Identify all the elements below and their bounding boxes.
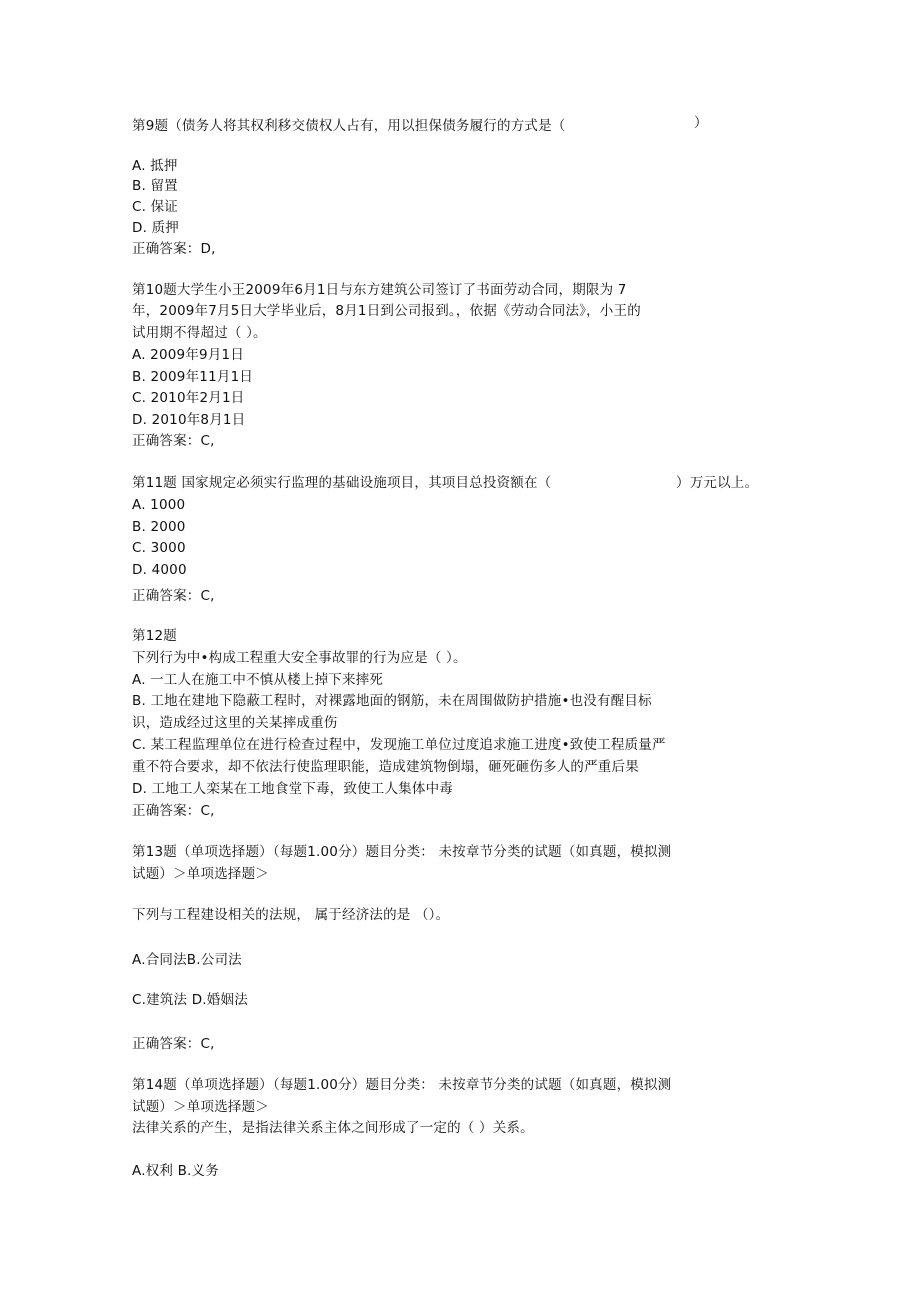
q10-option-d: D. 2010年8月1日 xyxy=(132,412,246,428)
q11-option-b: B. 2000 xyxy=(132,519,186,535)
q12-option-line-1: A. 一工人在施工中不慎从楼上掉下来摔死 xyxy=(132,672,384,688)
q11-option-a: A. 1000 xyxy=(132,497,186,513)
q14-options-line-1: A.权利 B.义务 xyxy=(132,1163,219,1179)
q10-stem-line-3: 试用期不得超过（ ）。 xyxy=(132,325,267,341)
q12-option-line-6: D. 工地工人栾某在工地食堂下毒，致使工人集体中毒 xyxy=(132,781,453,797)
q12-answer: 正确答案：C, xyxy=(132,803,215,819)
q12-title: 第12题 xyxy=(132,628,177,644)
q13-header-line-1: 第13题（单项选择题）（每题1.00分）题目分类： 未按章节分类的试题（如真题，模拟测 xyxy=(132,844,672,860)
q9-option-a: A. 抵押 xyxy=(132,158,178,174)
q14-header-line-2: 试题）＞单项选择题＞ xyxy=(132,1099,269,1115)
q14-header-line-1: 第14题（单项选择题）（每题1.00分）题目分类： 未按章节分类的试题（如真题，模拟测 xyxy=(132,1077,672,1093)
q10-stem-line-1: 第10题大学生小王2009年6月1日与东方建筑公司签订了书面劳动合同，期限为 7 xyxy=(132,282,627,298)
q13-options-line-1: A.合同法B.公司法 xyxy=(132,952,242,968)
q11-option-d: D. 4000 xyxy=(132,562,187,578)
q12-option-line-3: 识，造成经过这里的关某摔成重伤 xyxy=(132,715,338,731)
q10-option-a: A. 2009年9月1日 xyxy=(132,347,245,363)
q9-option-c: C. 保证 xyxy=(132,199,179,215)
q12-option-line-2: B. 工地在建地下隐蔽工程时，对裸露地面的钢筋，未在周围做防护措施•也没有醒目标 xyxy=(132,693,652,709)
q11-stem: 第11题 国家规定必须实行监理的基础设施项目，其项目总投资额在（ xyxy=(132,475,552,491)
q12-option-line-5: 重不符合要求，却不依法行使监理职能，造成建筑物倒塌，砸死砸伤多人的严重后果 xyxy=(132,759,639,775)
q10-stem-line-2: 年，2009年7月5日大学毕业后，8月1日到公司报到。，依据《劳动合同法》，小王的 xyxy=(132,303,641,319)
q9-stem: 第9题（债务人将其权利移交债权人占有，用以担保债务履行的方式是（ xyxy=(132,118,566,134)
q9-option-d: D. 质押 xyxy=(132,220,179,236)
q13-stem: 下列与工程建设相关的法规， 属于经济法的是 （）。 xyxy=(132,907,450,923)
q13-options-line-2: C.建筑法 D.婚姻法 xyxy=(132,992,248,1008)
q9-answer: 正确答案：D, xyxy=(132,241,216,257)
q12-stem: 下列行为中•构成工程重大安全事故罪的行为应是（ ）。 xyxy=(132,650,467,666)
q10-option-c: C. 2010年2月1日 xyxy=(132,390,245,406)
q13-header-line-2: 试题）＞单项选择题＞ xyxy=(132,866,269,882)
q9-stem-close: ） xyxy=(694,115,708,131)
q11-answer: 正确答案：C, xyxy=(132,588,215,604)
q12-option-line-4: C. 某工程监理单位在进行检查过程中，发现施工单位过度追求施工进度•致使工程质量严 xyxy=(132,737,666,753)
q10-option-b: B. 2009年11月1日 xyxy=(132,369,254,385)
q10-answer: 正确答案：C, xyxy=(132,433,215,449)
q11-option-c: C. 3000 xyxy=(132,540,186,556)
q11-stem-tail: ）万元以上。 xyxy=(676,475,759,491)
q13-answer: 正确答案：C, xyxy=(132,1036,215,1052)
q9-option-b: B. 留置 xyxy=(132,178,178,194)
q14-stem: 法律关系的产生，是指法律关系主体之间形成了一定的（ ）关系。 xyxy=(132,1120,534,1136)
